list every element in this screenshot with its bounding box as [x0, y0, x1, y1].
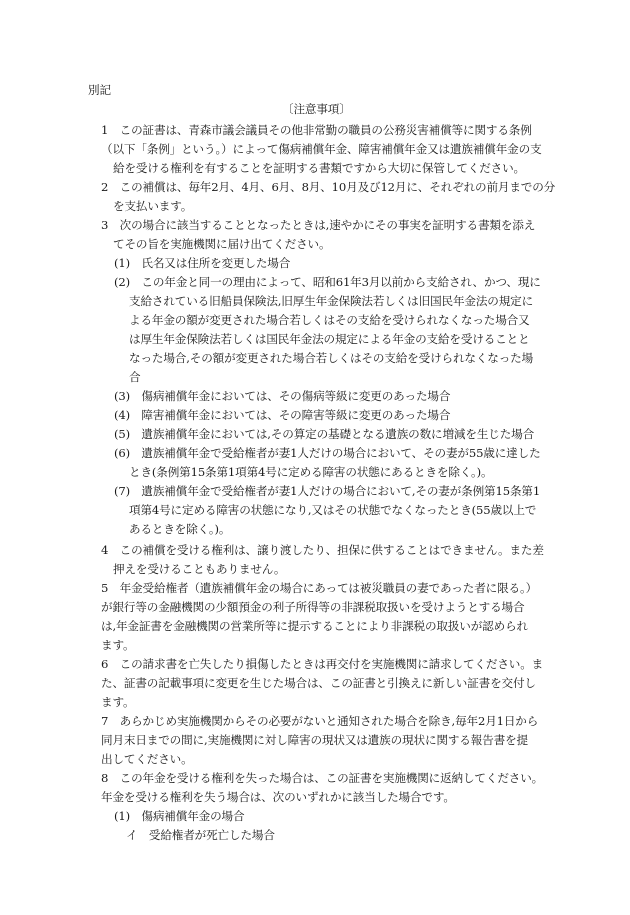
text-line: 給を受ける権利を有することを証明する書類ですから大切に保管してください。 [113, 161, 525, 175]
text-line: 7 あらかじめ実施機関からその必要がないと通知された場合を除き,毎年2月1日から [101, 714, 539, 728]
text-line: (1) 氏名又は住所を変更した場合 [114, 256, 291, 270]
text-line: 合 [129, 370, 141, 384]
text-line: 出してください。 [101, 752, 193, 766]
text-line: イ 受給権者が死亡した場合 [126, 828, 275, 842]
text-line: とき(条例第15条第1項第4号に定める障害の状態にあるときを除く。)。 [129, 465, 493, 479]
text-line: 4 この補償を受ける権利は、譲り渡したり、担保に供することはできません。また差 [101, 543, 544, 557]
text-line: 同月末日までの間に,実施機関に対し障害の現状又は遺族の現状に関する報告書を提 [101, 733, 528, 747]
text-line: 項第4号に定める障害の状態になり,又はその状態でなくなったとき(55歳以上で [129, 503, 537, 517]
text-line: てその旨を実施機関に届け出てください。 [113, 237, 331, 251]
text-line: (6) 遺族補償年金で受給権者が妻1人だけの場合において、その妻が55歳に達した [114, 446, 541, 460]
text-line: が銀行等の金融機関の少額預金の利子所得等の非課税取扱いを受けようとする場合 [101, 600, 525, 614]
text-line: (7) 遺族補償年金で受給権者が妻1人だけの場合において,その妻が条例第15条第1 [114, 484, 541, 498]
document-heading: 別記 [88, 83, 111, 97]
text-line: (2) この年金と同一の理由によって、昭和61年3月以前から支給され、かつ、現に [114, 275, 541, 289]
text-line: 年金を受ける権利を失う場合は、次のいずれかに該当した場合です。 [101, 790, 455, 804]
text-line: なった場合,その額が変更された場合若しくはその支給を受けられなくなった場 [129, 351, 534, 365]
text-line: 8 この年金を受ける権利を失った場合は、この証書を実施機関に返納してください。 [101, 771, 544, 785]
text-line: 押えを受けることもありません。 [113, 562, 286, 576]
text-line: は,年金証書を金融機関の営業所等に提示することにより非課税の取扱いが認められ [101, 619, 528, 633]
text-line: (1) 傷病補償年金の場合 [114, 809, 245, 823]
text-line: た、証書の記載事項に変更を生じた場合は、この証書と引換えに新しい証書を交付し [101, 676, 536, 690]
text-line: ます。 [101, 695, 135, 709]
text-line: 2 この補償は、毎年2月、4月、6月、8月、10月及び12月に、それぞれの前月までの分 [101, 180, 556, 194]
text-line: 5 年金受給権者（遺族補償年金の場合にあっては被災職員の妻であった者に限る。） [101, 581, 538, 595]
text-line: (4) 障害補償年金においては、その障害等級に変更のあった場合 [114, 408, 451, 422]
text-line: を支払います。 [113, 199, 193, 213]
text-line: よる年金の額が変更された場合若しくはその支給を受けられなくなった場合又 [129, 313, 530, 327]
text-line: (5) 遺族補償年金においては,その算定の基礎となる遺族の数に増減を生じた場合 [114, 427, 535, 441]
text-line: （以下「条例」という。）によって傷病補償年金、障害補償年金又は遺族補償年金の支 [101, 142, 542, 156]
text-line: は厚生年金保険法若しくは国民年金法の規定による年金の支給を受けることと [129, 332, 530, 346]
text-line: 1 この証書は、青森市議会議員その他非常勤の職員の公務災害補償等に関する条例 [101, 123, 532, 137]
text-line: 6 この請求書を亡失したり損傷したときは再交付を実施機関に請求してください。ま [101, 657, 544, 671]
text-line: ます。 [101, 638, 135, 652]
text-line: 支給されている旧船員保険法,旧厚生年金保険法若しくは旧国民年金法の規定に [129, 294, 534, 308]
text-line: 3 次の場合に該当することとなったときは,速やかにその事実を証明する書類を添え [101, 218, 536, 232]
document-title: 〔注意事項〕 [282, 102, 351, 116]
text-line: (3) 傷病補償年金においては、その傷病等級に変更のあった場合 [114, 389, 451, 403]
text-line: あるときを除く。)。 [129, 522, 231, 536]
